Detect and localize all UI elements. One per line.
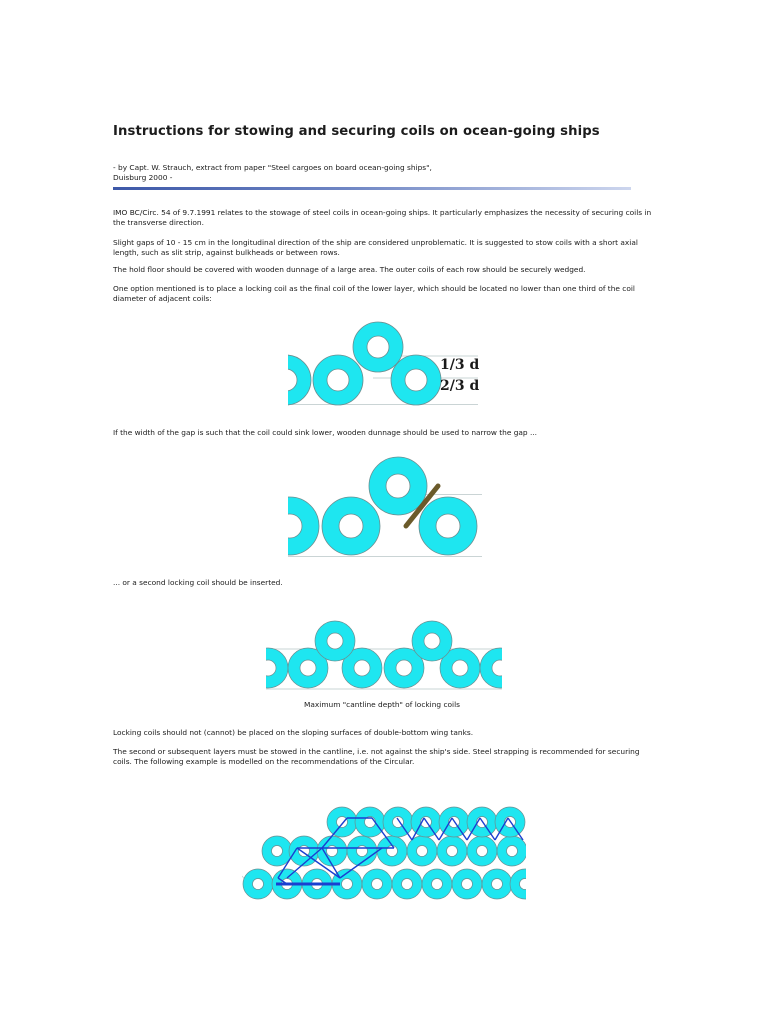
page-title: Instructions for stowing and securing coils on ocean-going ships	[113, 124, 600, 139]
figure-locking-coil-depth	[288, 316, 480, 408]
coil-eye	[417, 846, 428, 857]
coil-eye	[462, 879, 473, 890]
figure-dunnage-gap	[288, 450, 482, 560]
figure-strapping-example	[242, 800, 526, 900]
coil-eye	[507, 846, 518, 857]
figure-cantline-depth	[266, 620, 502, 692]
coil-eye	[492, 879, 503, 890]
paragraph-second-locking-coil: ... or a second locking coil should be inserted.	[113, 578, 283, 587]
label-one-third-d: 1/3 d	[440, 357, 480, 373]
coil-eye	[477, 846, 488, 857]
header-divider	[113, 187, 631, 190]
paragraph-dunnage: If the width of the gap is such that the coil could sink lower, wooden dunnage should be used to narrow the gap ...	[113, 428, 538, 437]
paragraph-wing-tanks: Locking coils should not (cannot) be placed on the sloping surfaces of double-bottom wing tanks.	[113, 728, 474, 737]
paragraph-cantline-strapping: The second or subsequent layers must be stowed in the cantline, i.e. not against the ship's side. Steel strapping is recommended for securing coils. The following example is modelled on the recommendations of the Circular.	[113, 747, 640, 766]
coil-eye	[357, 846, 368, 857]
byline-line-1: - by Capt. W. Strauch, extract from paper "Steel cargoes on board ocean-going ships",	[113, 163, 432, 172]
paragraph-hold-floor: The hold floor should be covered with wooden dunnage of a large area. The outer coils of each row should be securely wedged.	[113, 265, 586, 274]
figure-caption: Maximum "cantline depth" of locking coils	[304, 700, 460, 709]
coil-eye	[432, 879, 443, 890]
paragraph-longitudinal-gaps: Slight gaps of 10 - 15 cm in the longitudinal direction of the ship are considered unproblematic. It is suggested to stow coils with a short axial length, such as slit strip, against bulkheads or between rows.	[113, 238, 638, 257]
coil-eye	[387, 846, 398, 857]
paragraph-locking-coil: One option mentioned is to place a locking coil as the final coil of the lower layer, which should be located no lower than one third of the coil diameter of adjacent coils:	[113, 284, 635, 303]
paragraph-imo-circular: IMO BC/Circ. 54 of 9.7.1991 relates to the stowage of steel coils in ocean-going ships. It particularly emphasizes the necessity of securing coils in the transverse direction.	[113, 208, 652, 227]
coil-eye	[327, 846, 338, 857]
coil-eye	[253, 879, 264, 890]
coil-eye	[402, 879, 413, 890]
coil-eye	[337, 817, 348, 828]
coil-eye	[447, 846, 458, 857]
coil-eye	[372, 879, 383, 890]
byline-line-2: Duisburg 2000 -	[113, 173, 173, 182]
coil-eye	[272, 846, 283, 857]
locking-coils	[315, 621, 452, 661]
label-two-thirds-d: 2/3 d	[440, 378, 480, 394]
coil-eye	[342, 879, 353, 890]
lower-coil-row	[266, 648, 502, 688]
byline	[113, 163, 432, 183]
